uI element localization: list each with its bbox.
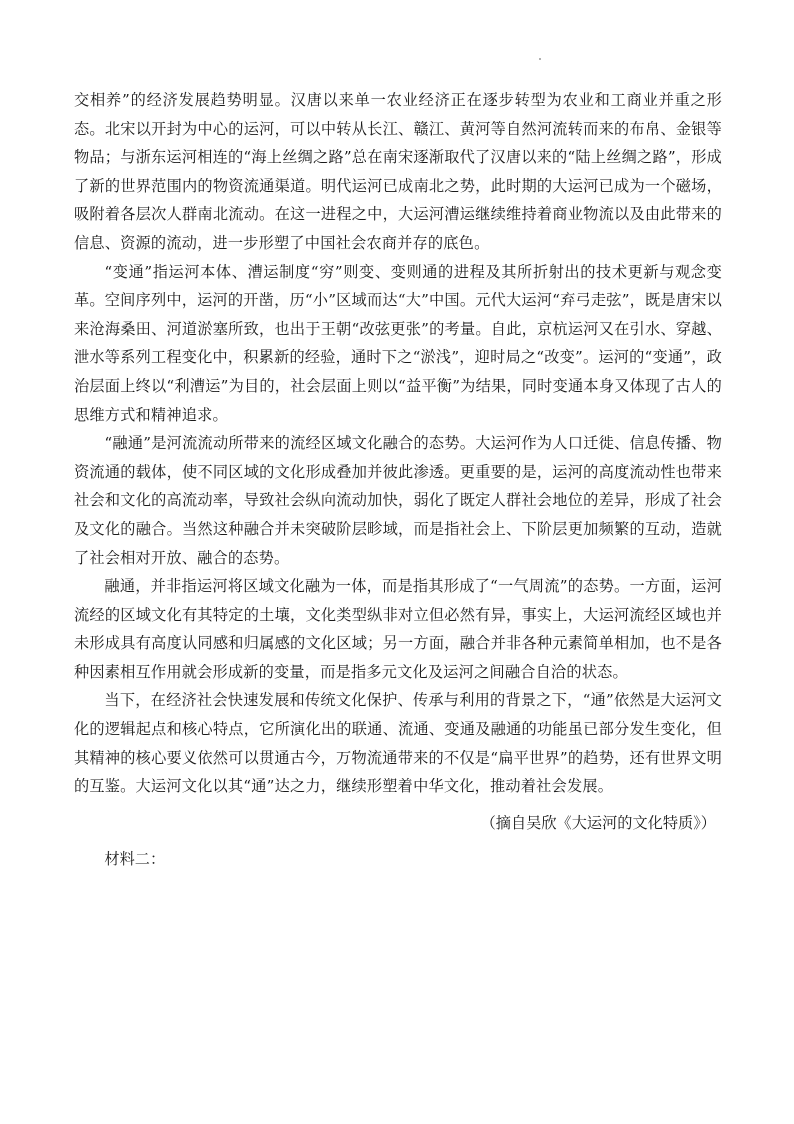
- material-two-label: 材料二：: [104, 850, 166, 869]
- source-citation: （摘自吴欣《大运河的文化特质》）: [480, 813, 716, 832]
- paragraph-rongtong: “融通”是河流流动所带来的流经区域文化融合的态势。大运河作为人口迁徙、信息传播、物资流通的载体，使不同区域的文化形成叠加并彼此渗透。更重要的是，运河的高度流动性也带来社会和文化的高流动率，导致社会纵向流动加快，弱化了既定人群社会地位的差异，形成了社会及文化的融合。当然这种融合并未突破阶层畛域，而是指社会上、下阶层更加频繁的互动，造就了社会相对开放、融合的态势。: [74, 434, 722, 567]
- paragraph-rongtong-explanation: 融通，并非指运河将区域文化融为一体，而是指其形成了“一气周流”的态势。一方面，运河流经的区域文化有其特定的土壤，文化类型纵非对立但必然有异，事实上，大运河流经区域也并未形成具有高度认同感和归属感的文化区域；另一方面，融合并非各种元素简单相加，也不是各种因素相互作用就会形成新的变量，而是指多元文化及运河之间融合自洽的状态。: [74, 577, 722, 681]
- paragraph-continuation: 交相养”的经济发展趋势明显。汉唐以来单一农业经济正在逐步转型为农业和工商业并重之形态。北宋以开封为中心的运河，可以中转从长江、赣江、黄河等自然河流转而来的布帛、金银等物品；与浙东运河相连的“海上丝绸之路”总在南宋逐渐取代了汉唐以来的“陆上丝绸之路”，形成了新的世界范围内的物资流通渠道。明代运河已成南北之势，此时期的大运河已成为一个磁场，吸附着各层次人群南北流动。在这一进程之中，大运河漕运继续维持着商业物流以及由此带来的信息、资源的流动，进一步形塑了中国社会农商并存的底色。: [74, 91, 722, 252]
- paragraph-conclusion: 当下，在经济社会快速发展和传统文化保护、传承与利用的背景之下，“通”依然是大运河文化的逻辑起点和核心特点，它所演化出的联通、流通、变通及融通的功能虽已部分发生变化，但其精神的核心要义依然可以贯通古今，万物流通带来的不仅是“扁平世界”的趋势，还有世界文明的互鉴。大运河文化以其“通”达之力，继续形塑着中华文化，推动着社会发展。: [74, 691, 722, 796]
- document-page: [74, 86, 722, 874]
- paragraph-biantong: “变通”指运河本体、漕运制度“穷”则变、变则通的进程及其所折射出的技术更新与观念变革。空间序列中，运河的开凿，历“小”区域而达“大”中国。元代大运河“弃弓走弦”，既是唐宋以来沧海桑田、河道淤塞所致，也出于王朝“改弦更张”的考量。自此，京杭运河又在引水、穿越、泄水等系列工程变化中，积累新的经验，通时下之“淤浅”，迎时局之“改变”。运河的“变通”，政治层面上终以“利漕运”为目的，社会层面上则以“益平衡”为结果，同时变通本身又体现了古人的思维方式和精神追求。: [74, 262, 722, 424]
- page-dot-mark: [539, 58, 541, 60]
